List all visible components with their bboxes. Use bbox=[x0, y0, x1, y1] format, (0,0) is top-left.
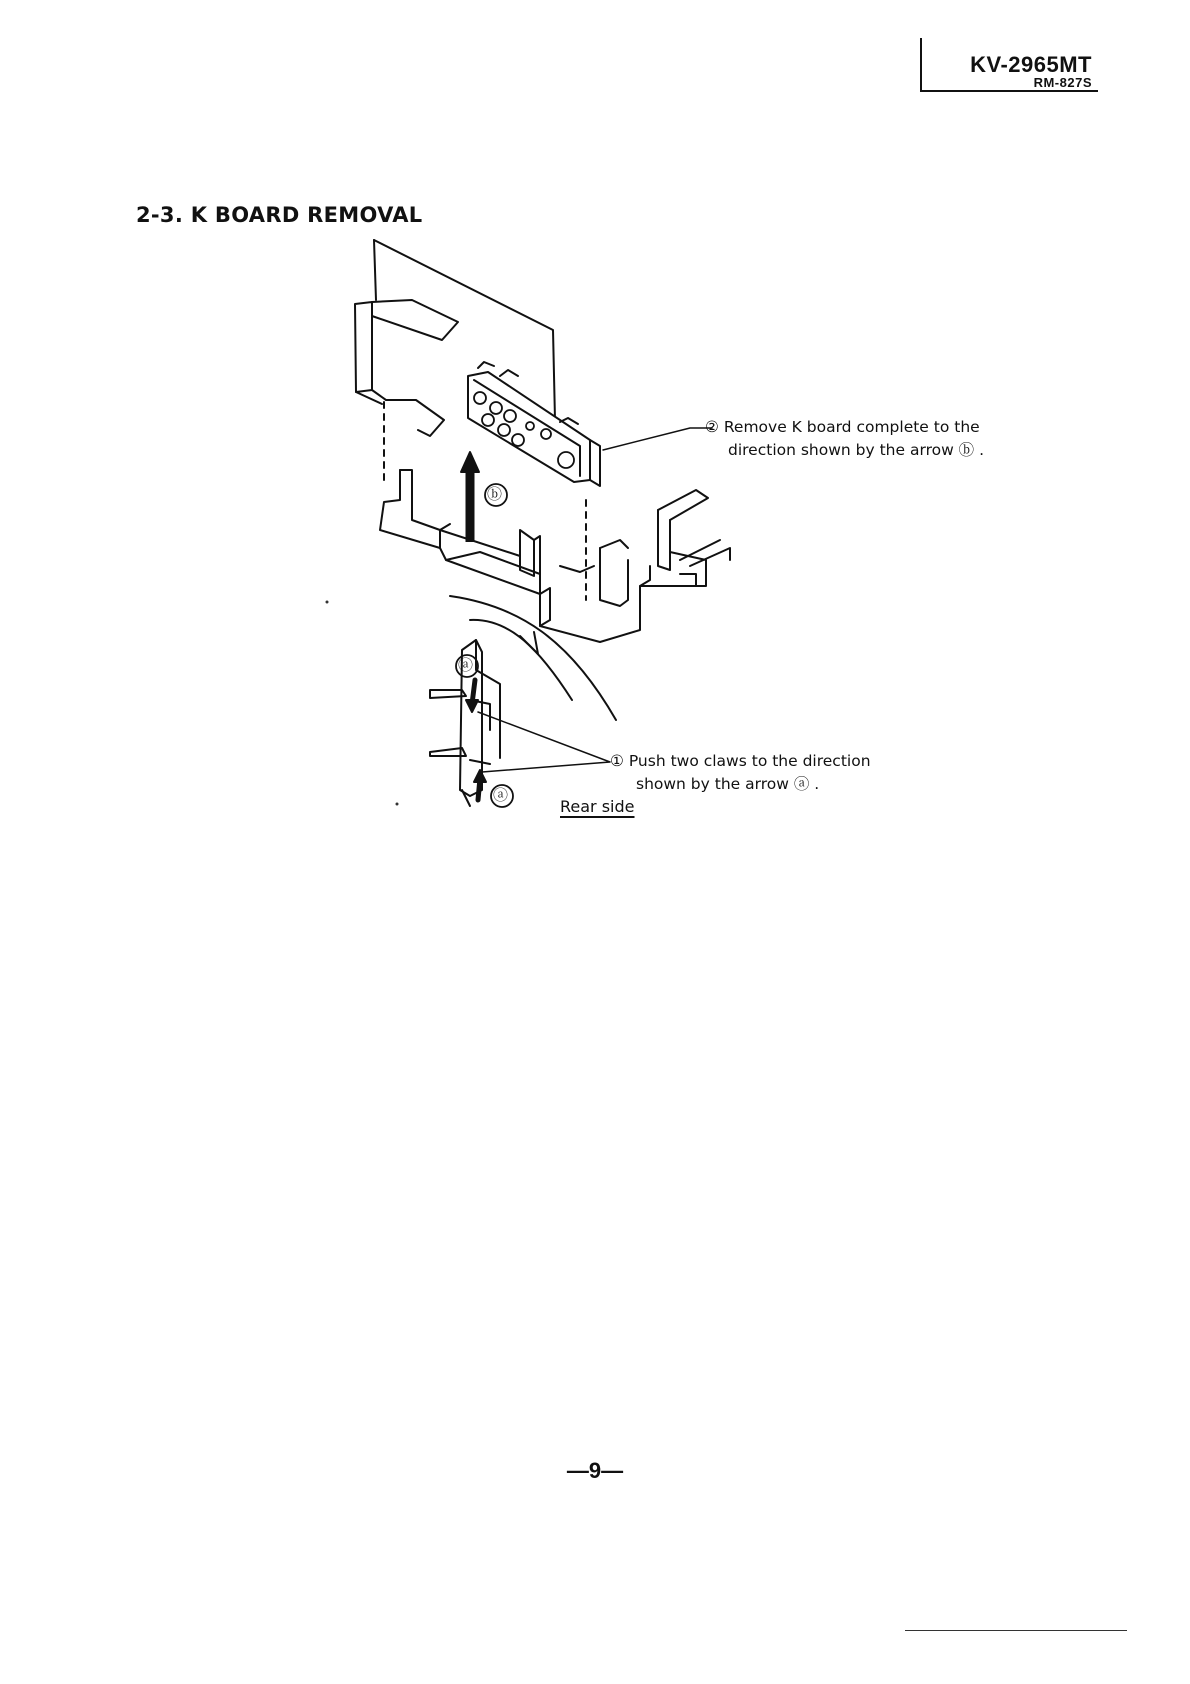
step1-leader bbox=[478, 712, 610, 772]
step2-line2: direction shown by the arrow ⓑ . bbox=[728, 441, 985, 459]
step2-marker: ② bbox=[705, 418, 719, 436]
label-a-bottom-text: ⓐ bbox=[493, 786, 509, 804]
back-panel bbox=[374, 240, 555, 420]
model-number: KV-2965MT bbox=[970, 52, 1092, 77]
left-bracket bbox=[355, 302, 372, 392]
label-a-top-text: ⓐ bbox=[458, 656, 474, 674]
step2-callout bbox=[705, 416, 984, 462]
remote-model: RM-827S bbox=[1033, 75, 1092, 90]
step1-line2: shown by the arrow ⓐ . bbox=[636, 775, 820, 793]
step1-line1: ① Push two claws to the direction bbox=[610, 752, 871, 770]
footer-rule bbox=[905, 1630, 1127, 1631]
step2-leader bbox=[603, 428, 712, 450]
step1-marker: ① bbox=[610, 752, 624, 770]
rear-side-label: Rear side bbox=[560, 797, 635, 816]
step1-callout bbox=[610, 750, 871, 796]
step2-line1: ② Remove K board complete to the bbox=[705, 418, 980, 436]
label-b-text: ⓑ bbox=[487, 485, 503, 503]
section-title: 2-3. K BOARD REMOVAL bbox=[136, 203, 423, 227]
page-number: —9— bbox=[566, 1458, 624, 1483]
